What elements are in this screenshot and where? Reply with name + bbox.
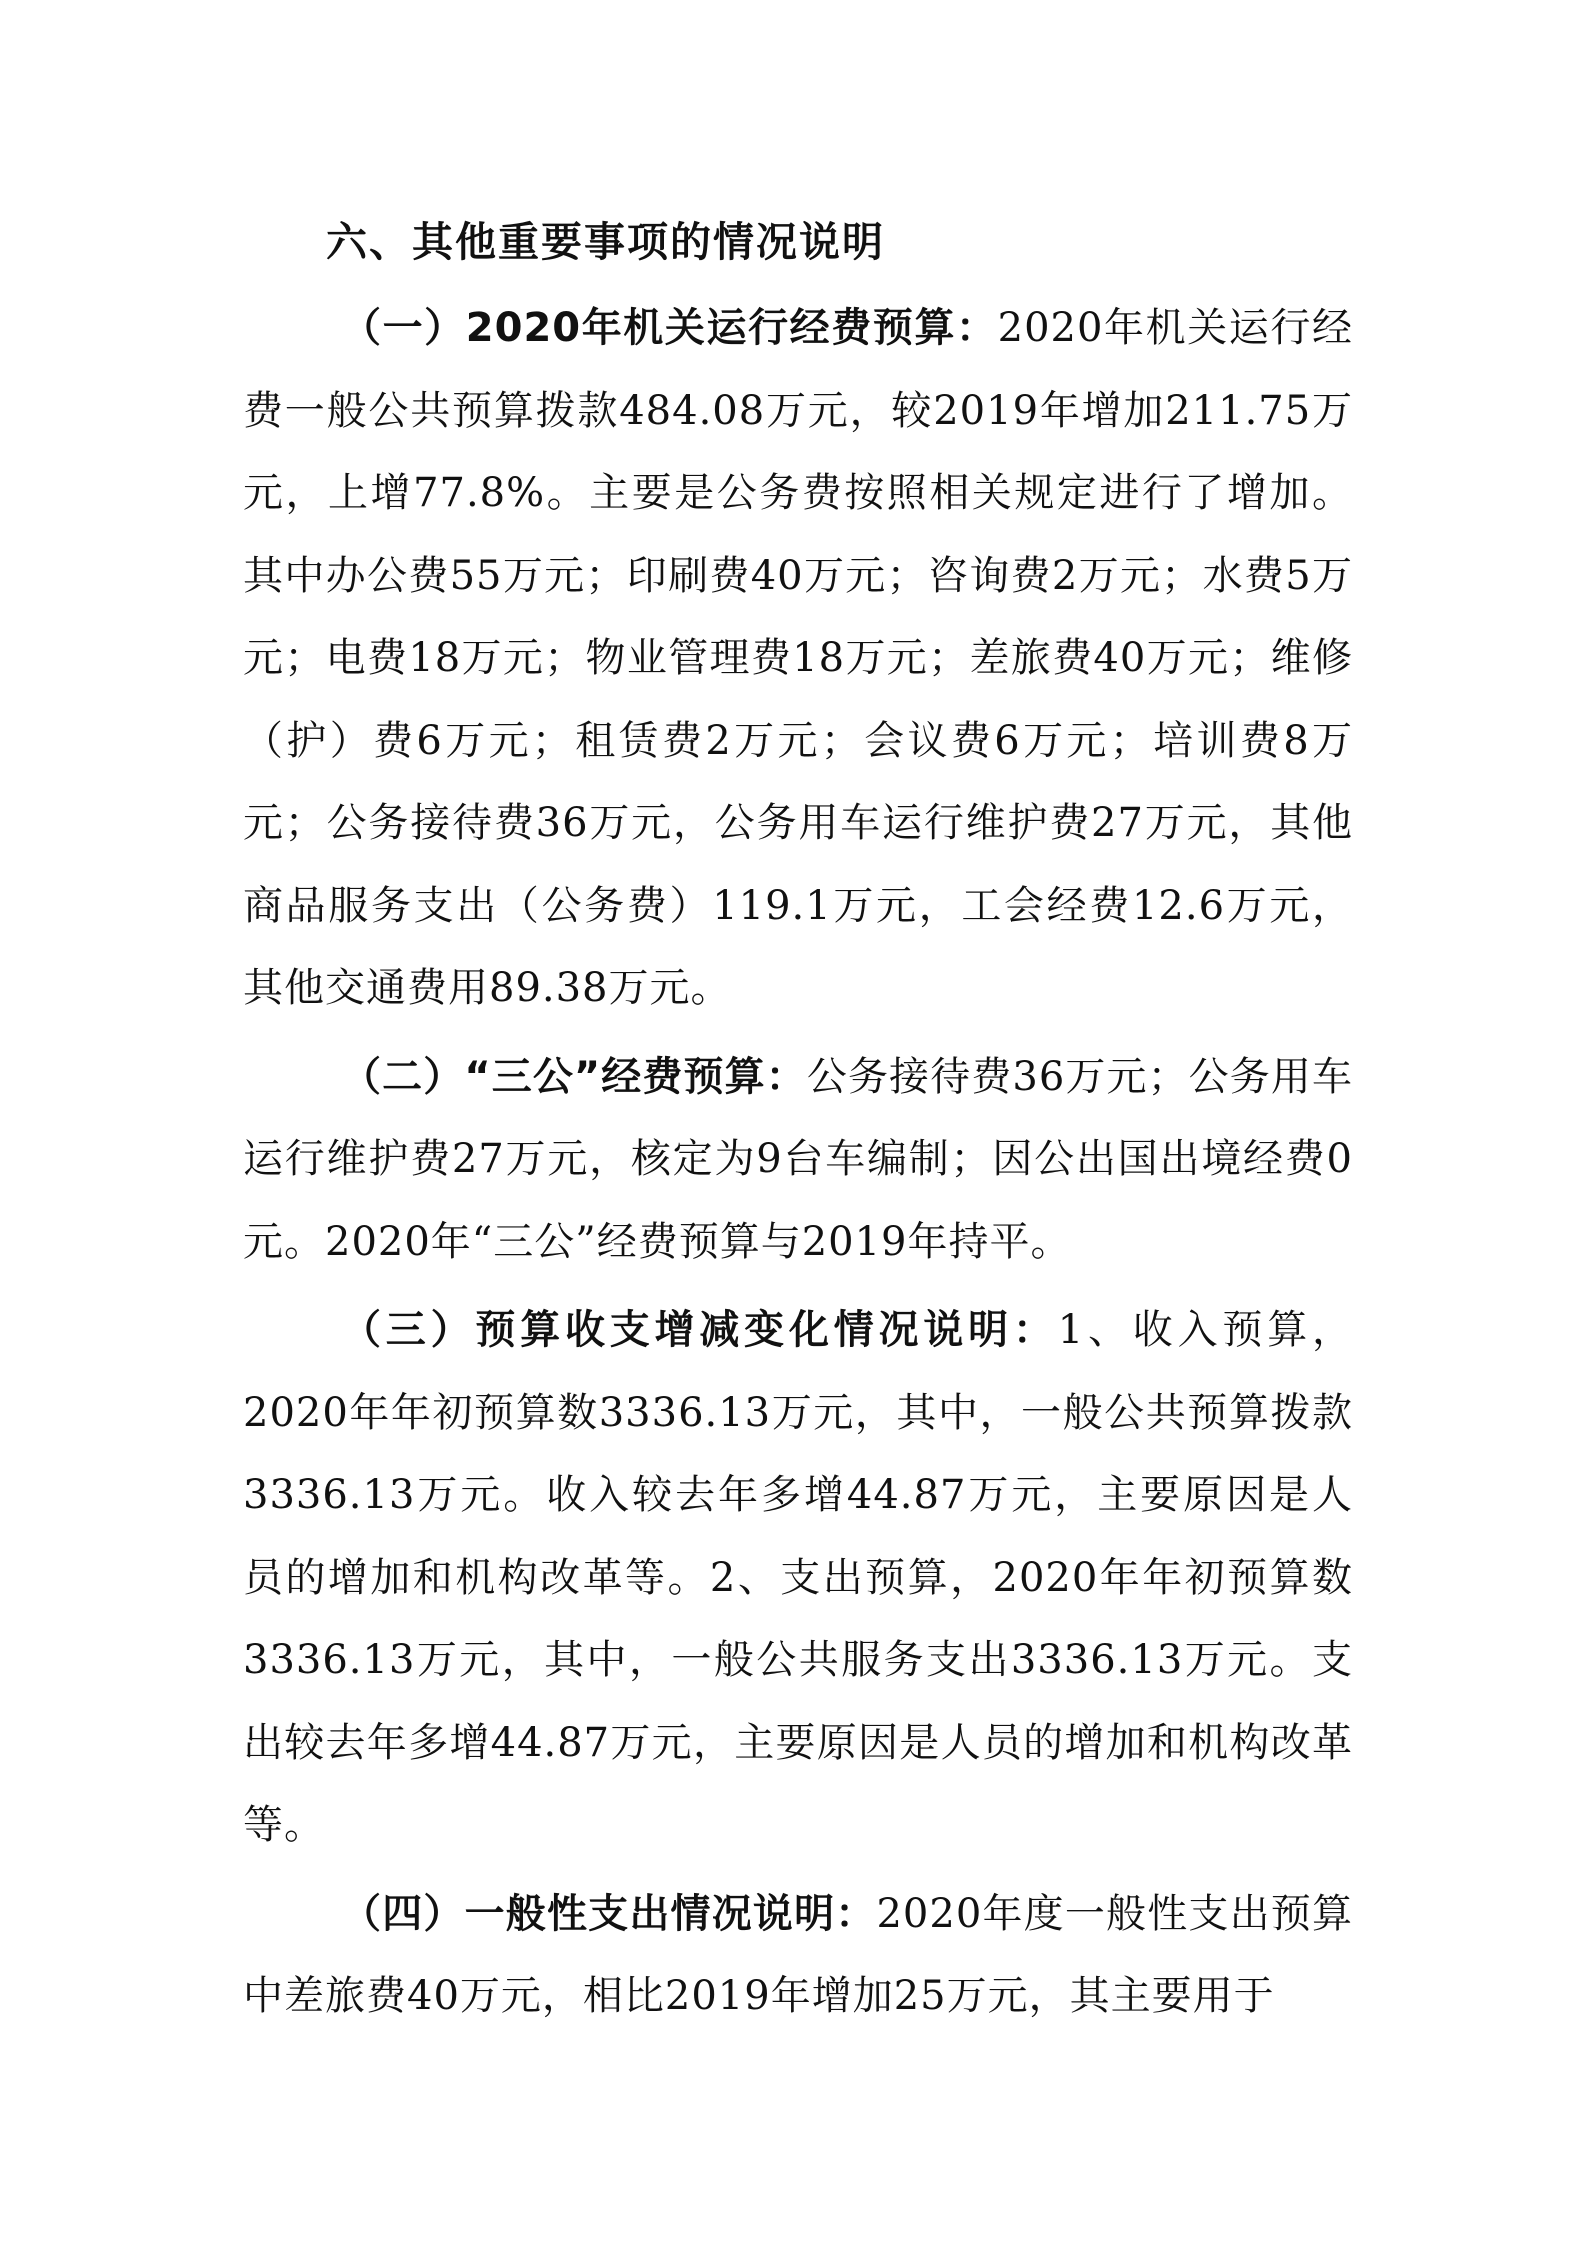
paragraph-lead: （三）预算收支增减变化情况说明： — [341, 1307, 1058, 1353]
paragraph-text: 2020年机关运行经费一般公共预算拨款484.08万元，较2019年增加211.75万元，上增77.8%。主要是公务费按照相关规定进行了增加。其中办公费55万元；印刷费40万元；咨询费2万元；水费5万元；电费18万元；物业管理费18万元；差旅费40万元；维修（护）费6万元；租赁费2万元；会议费6万元；培训费8万元；公务接待费36万元，公务用车运行维护费27万元，其他商品服务支出（公务费）119.1万元，工会经费12.6万元，其他交通费用89.38万元。 — [243, 305, 1353, 1011]
paragraph-budget-changes — [243, 1289, 1353, 1867]
paragraph-text: 公务接待费36万元；公务用车运行维护费27万元，核定为9台车编制；因公出国出境经费0元。2020年“三公”经费预算与2019年持平。 — [243, 1053, 1353, 1265]
document-body — [243, 205, 1353, 2038]
paragraph-lead: （四）一般性支出情况说明： — [341, 1890, 877, 1937]
paragraph-lead: （二）“三公”经费预算： — [341, 1053, 807, 1100]
paragraph-lead: （一）2020年机关运行经费预算： — [341, 305, 998, 351]
paragraph-general-expenditure — [243, 1873, 1353, 2038]
paragraph-text: 1、收入预算，2020年年初预算数3336.13万元，其中，一般公共预算拨款3336.13万元。收入较去年多增44.87万元，主要原因是人员的增加和机构改革等。2、支出预算，2020年年初预算数3336.13万元，其中，一般公共服务支出3336.13万元。支出较去年多增44.87万元，主要原因是人员的增加和机构改革等。 — [243, 1307, 1354, 1848]
paragraph-operating-budget — [243, 287, 1353, 1030]
section-heading: 六、其他重要事项的情况说明 — [326, 218, 885, 266]
paragraph-text: 2020年度一般性支出预算中差旅费40万元，相比2019年增加25万元，其主要用于 — [243, 1890, 1354, 2019]
paragraph-three-public-expenses — [243, 1036, 1353, 1284]
